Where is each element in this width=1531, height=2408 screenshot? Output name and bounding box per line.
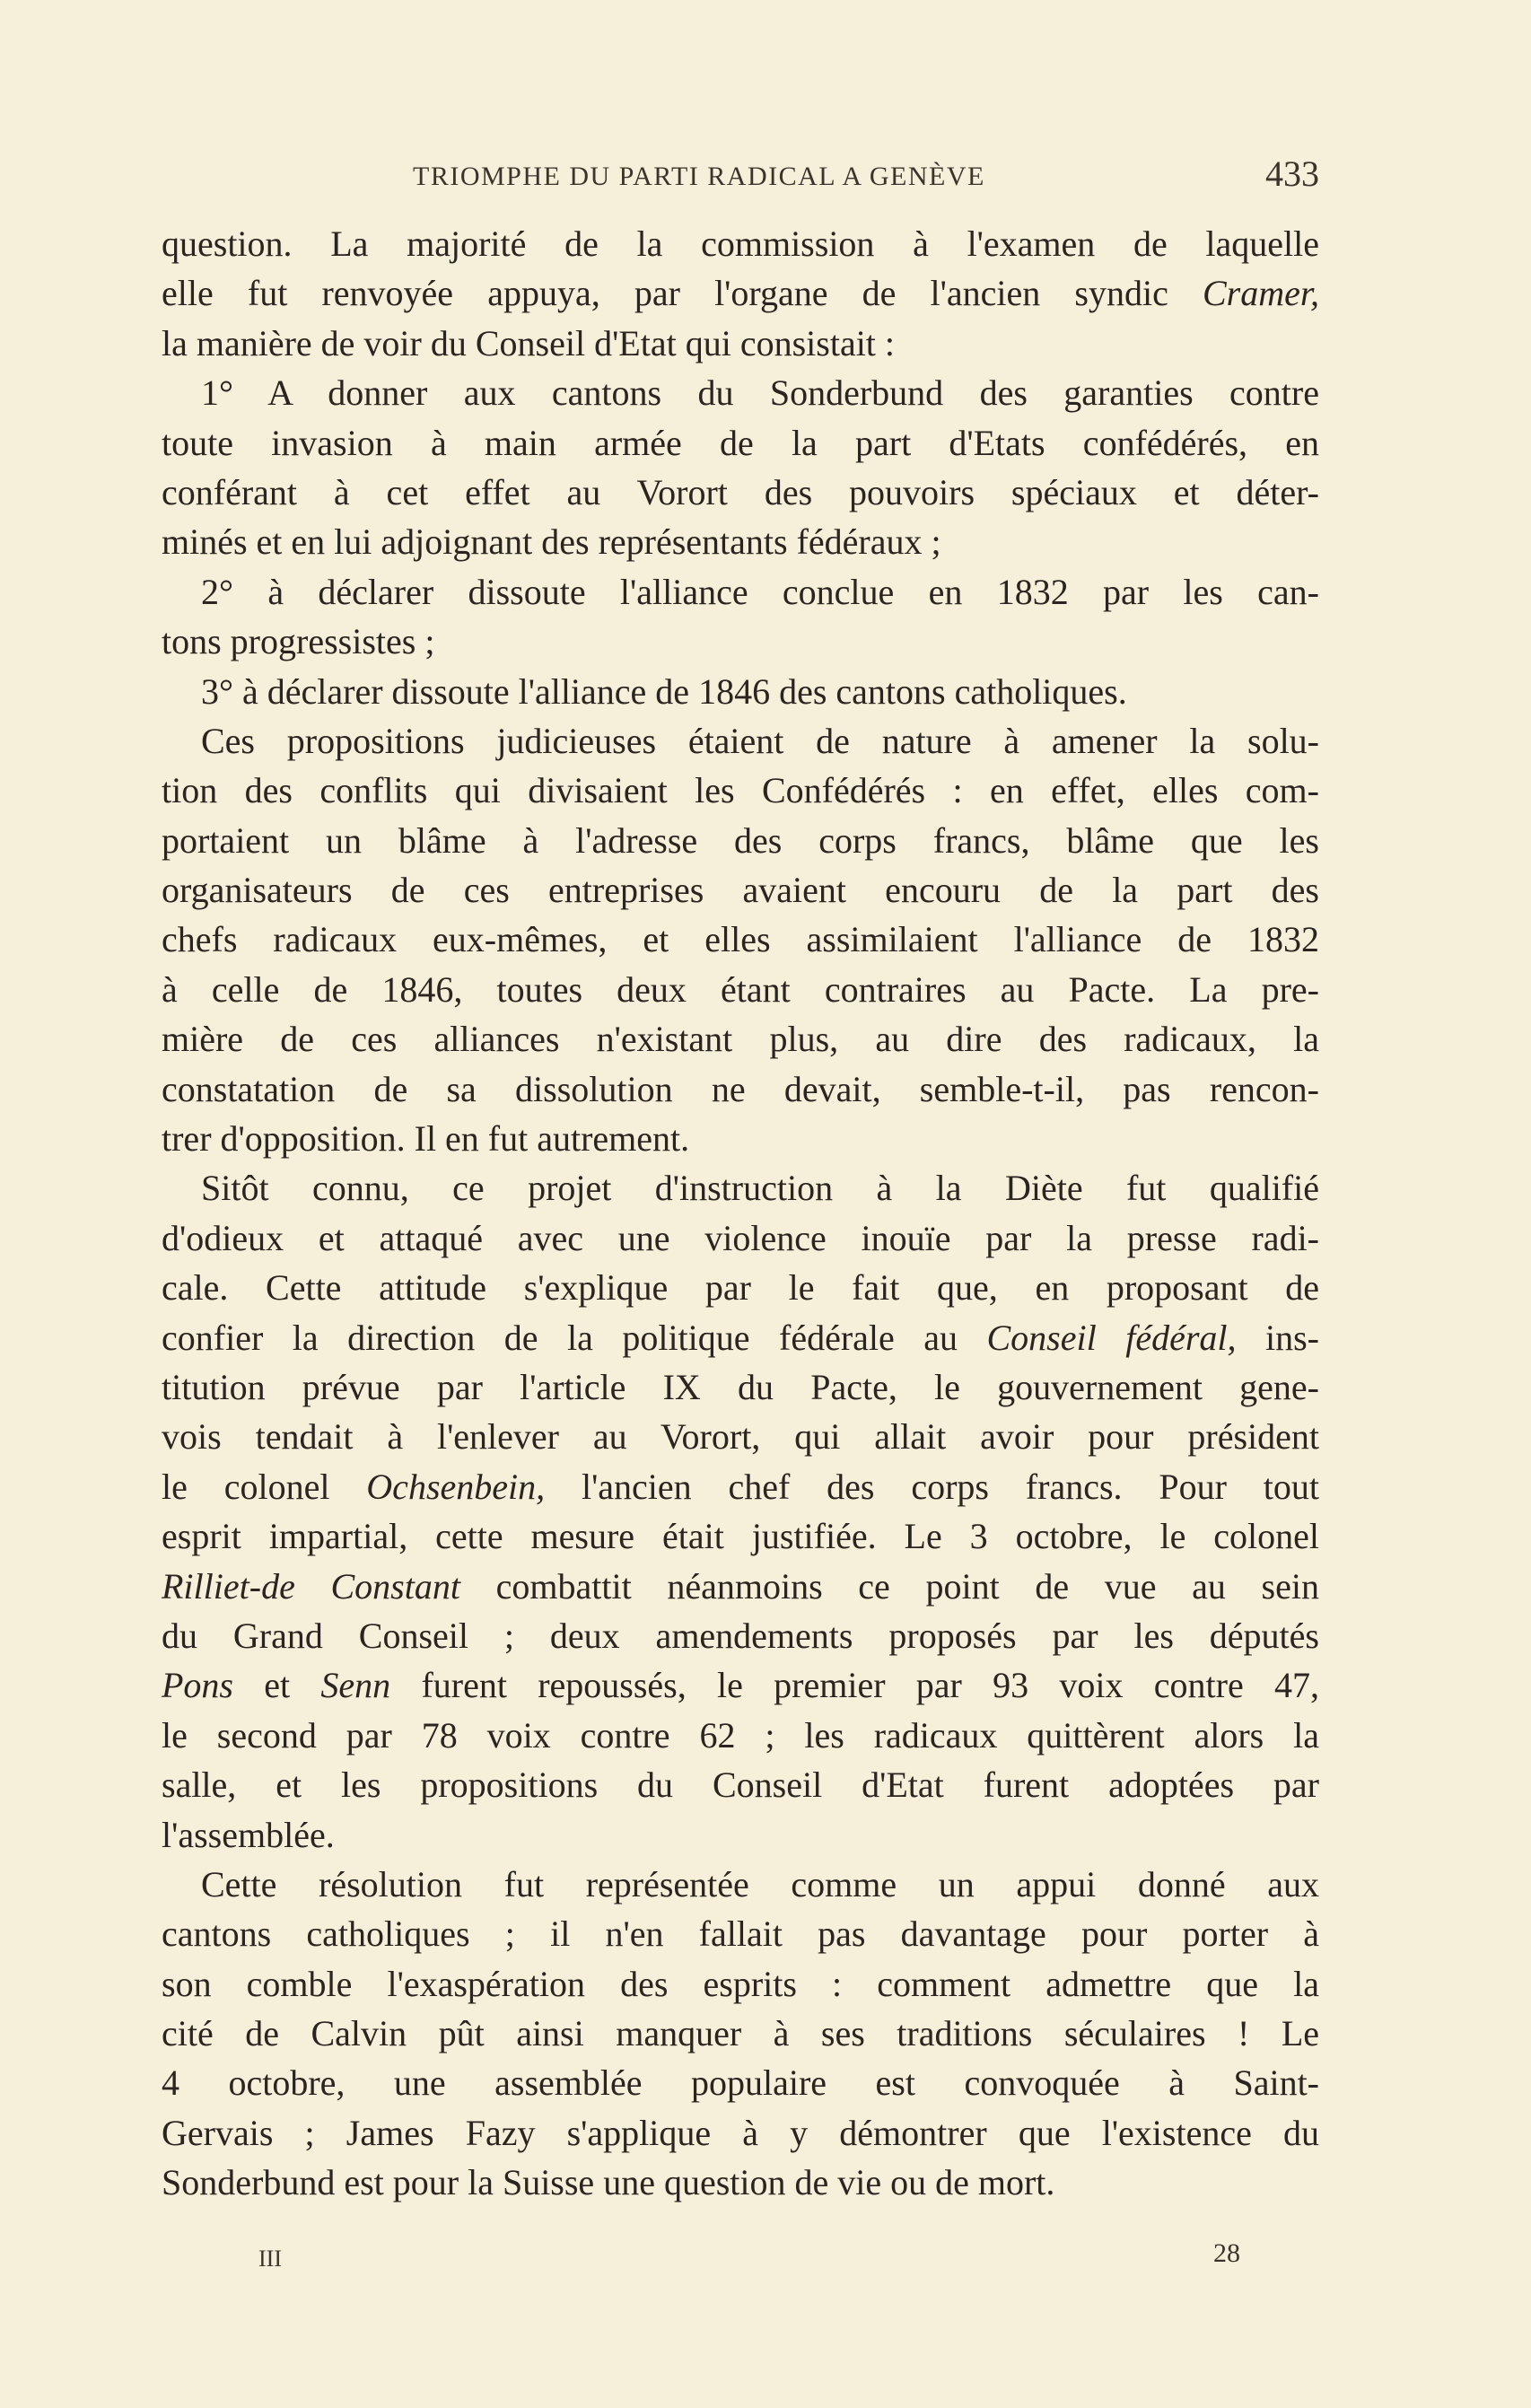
text-line [162,915,1319,964]
text-line [162,1711,1319,1760]
text-run: du Grand Conseil ; deux amendements proposés par les députés [162,1615,1319,1656]
text-line [162,1909,1319,1958]
text-line [162,2158,1319,2207]
text-line [162,1064,1319,1114]
italic-name: Conseil fédéral, [986,1317,1237,1358]
text-line [162,2108,1319,2158]
text-run: tion des conflits qui divisaient les Confédérés : en effet, elles com- [162,770,1319,811]
text-line [162,517,1319,566]
text-run: son comble l'exaspération des esprits : comment admettre que la [162,1963,1319,2004]
text-run: elle fut renvoyée appuya, par l'organe de l'ancien syndic [162,273,1203,314]
text-run: organisateurs de ces entreprises avaient encouru de la part des [162,870,1319,911]
page-number: 433 [1265,153,1319,194]
text-run: l'ancien chef des corps francs. Pour tout [545,1466,1319,1507]
text-run: 3° à déclarer dissoute l'alliance de 1846 des cantons catholiques. [201,670,1127,712]
text-line [162,268,1319,318]
text-line [162,1114,1319,1163]
text-run: et [233,1665,321,1706]
text-run: ins- [1236,1317,1319,1358]
text-run: Sonderbund est pour la Suisse une question de vie ou de mort. [162,2162,1055,2203]
text-line [162,1562,1319,1611]
page-header [162,151,1319,205]
text-line [162,1412,1319,1461]
text-run: trer d'opposition. Il en fut autrement. [162,1118,690,1160]
text-line [162,1511,1319,1561]
italic-name: Senn [320,1665,391,1706]
italic-name: Rilliet-de Constant [162,1565,460,1607]
text-line [162,219,1319,268]
running-title: TRIOMPHE DU PARTI RADICAL A GENÈVE [413,162,985,191]
text-line [162,1313,1319,1362]
text-run: le colonel [162,1466,367,1507]
text-line [162,1263,1319,1312]
italic-name: Pons [162,1665,233,1706]
text-run: d'odieux et attaqué avec une violence inouïe par la presse radi- [162,1217,1319,1258]
text-run: toute invasion à main armée de la part d'Etats confédérés, en [162,422,1319,463]
signature-mark: III [258,2246,282,2272]
text-line [162,1462,1319,1511]
text-line [162,1163,1319,1213]
text-line [162,865,1319,915]
text-run: furent repoussés, le premier par 93 voix contre 47, [390,1665,1319,1706]
text-run: esprit impartial, cette mesure était justifiée. Le 3 octobre, le colonel [162,1516,1319,1557]
text-run: combattit néanmoins ce point de vue au sein [459,1565,1319,1607]
text-run: 4 octobre, une assemblée populaire est convoquée à Saint- [162,2062,1319,2104]
text-line [162,1860,1319,1909]
text-run: l'assemblée. [162,1814,335,1855]
text-run: 2° à déclarer dissoute l'alliance conclue en 1832 par les can- [201,571,1319,612]
text-run: minés et en lui adjoignant des représentants fédéraux ; [162,521,941,563]
text-line [162,468,1319,517]
text-run: salle, et les propositions du Conseil d'Etat furent adoptées par [162,1764,1319,1806]
text-run: cité de Calvin pût ainsi manquer à ses traditions séculaires ! Le [162,2013,1319,2054]
text-run: à celle de 1846, toutes deux étant contraires au Pacte. La pre- [162,968,1319,1010]
text-line [162,319,1319,368]
text-run: portaient un blâme à l'adresse des corps francs, blâme que les [162,819,1319,861]
text-line [162,816,1319,865]
sheet-number: 28 [1213,2238,1240,2268]
text-run: Cette résolution fut représentée comme un appui donné aux [201,1863,1319,1905]
text-line [162,368,1319,417]
text-line [162,1611,1319,1660]
text-line [162,418,1319,468]
text-line [162,2058,1319,2107]
text-run: 1° A donner aux cantons du Sonderbund des garanties contre [201,372,1319,414]
text-run: le second par 78 voix contre 62 ; les radicaux quittèrent alors la [162,1714,1319,1756]
text-run: titution prévue par l'article IX du Pacte, le gouvernement gene- [162,1366,1319,1407]
text-line [162,2009,1319,2058]
text-run: tons progressistes ; [162,621,435,662]
text-line [162,667,1319,716]
text-line [162,1213,1319,1263]
text-run: Ces propositions judicieuses étaient de nature à amener la solu- [201,720,1319,761]
text-line [162,716,1319,766]
text-run: Gervais ; James Fazy s'applique à y démontrer que l'existence du [162,2112,1319,2153]
text-run: confier la direction de la politique fédérale au [162,1317,987,1358]
text-line [162,1760,1319,1809]
text-run: mière de ces alliances n'existant plus, au dire des radicaux, la [162,1019,1319,1060]
body-text [162,219,1319,2208]
text-line [162,1810,1319,1860]
text-line [162,1014,1319,1064]
text-run: question. La majorité de la commission à l'examen de laquelle [162,223,1319,264]
italic-name: Ochsenbein, [366,1466,546,1507]
text-run: constatation de sa dissolution ne devait, semble-t-il, pas rencon- [162,1068,1319,1109]
text-run: cale. Cette attitude s'explique par le fait que, en proposant de [162,1267,1319,1309]
text-run: vois tendait à l'enlever au Vorort, qui allait avoir pour président [162,1416,1319,1458]
italic-name: Cramer, [1202,273,1319,314]
text-run: chefs radicaux eux-mêmes, et elles assimilaient l'alliance de 1832 [162,919,1319,960]
text-run: conférant à cet effet au Vorort des pouvoirs spéciaux et déter- [162,471,1319,512]
text-line [162,766,1319,815]
text-line [162,567,1319,617]
text-line [162,617,1319,666]
text-run: la manière de voir du Conseil d'Etat qui consistait : [162,322,896,363]
text-line [162,1959,1319,2009]
text-line [162,1362,1319,1412]
text-line [162,965,1319,1014]
text-run: cantons catholiques ; il n'en fallait pas davantage pour porter à [162,1913,1319,1955]
text-run: Sitôt connu, ce projet d'instruction à la Diète fut qualifié [201,1168,1319,1209]
text-line [162,1660,1319,1710]
